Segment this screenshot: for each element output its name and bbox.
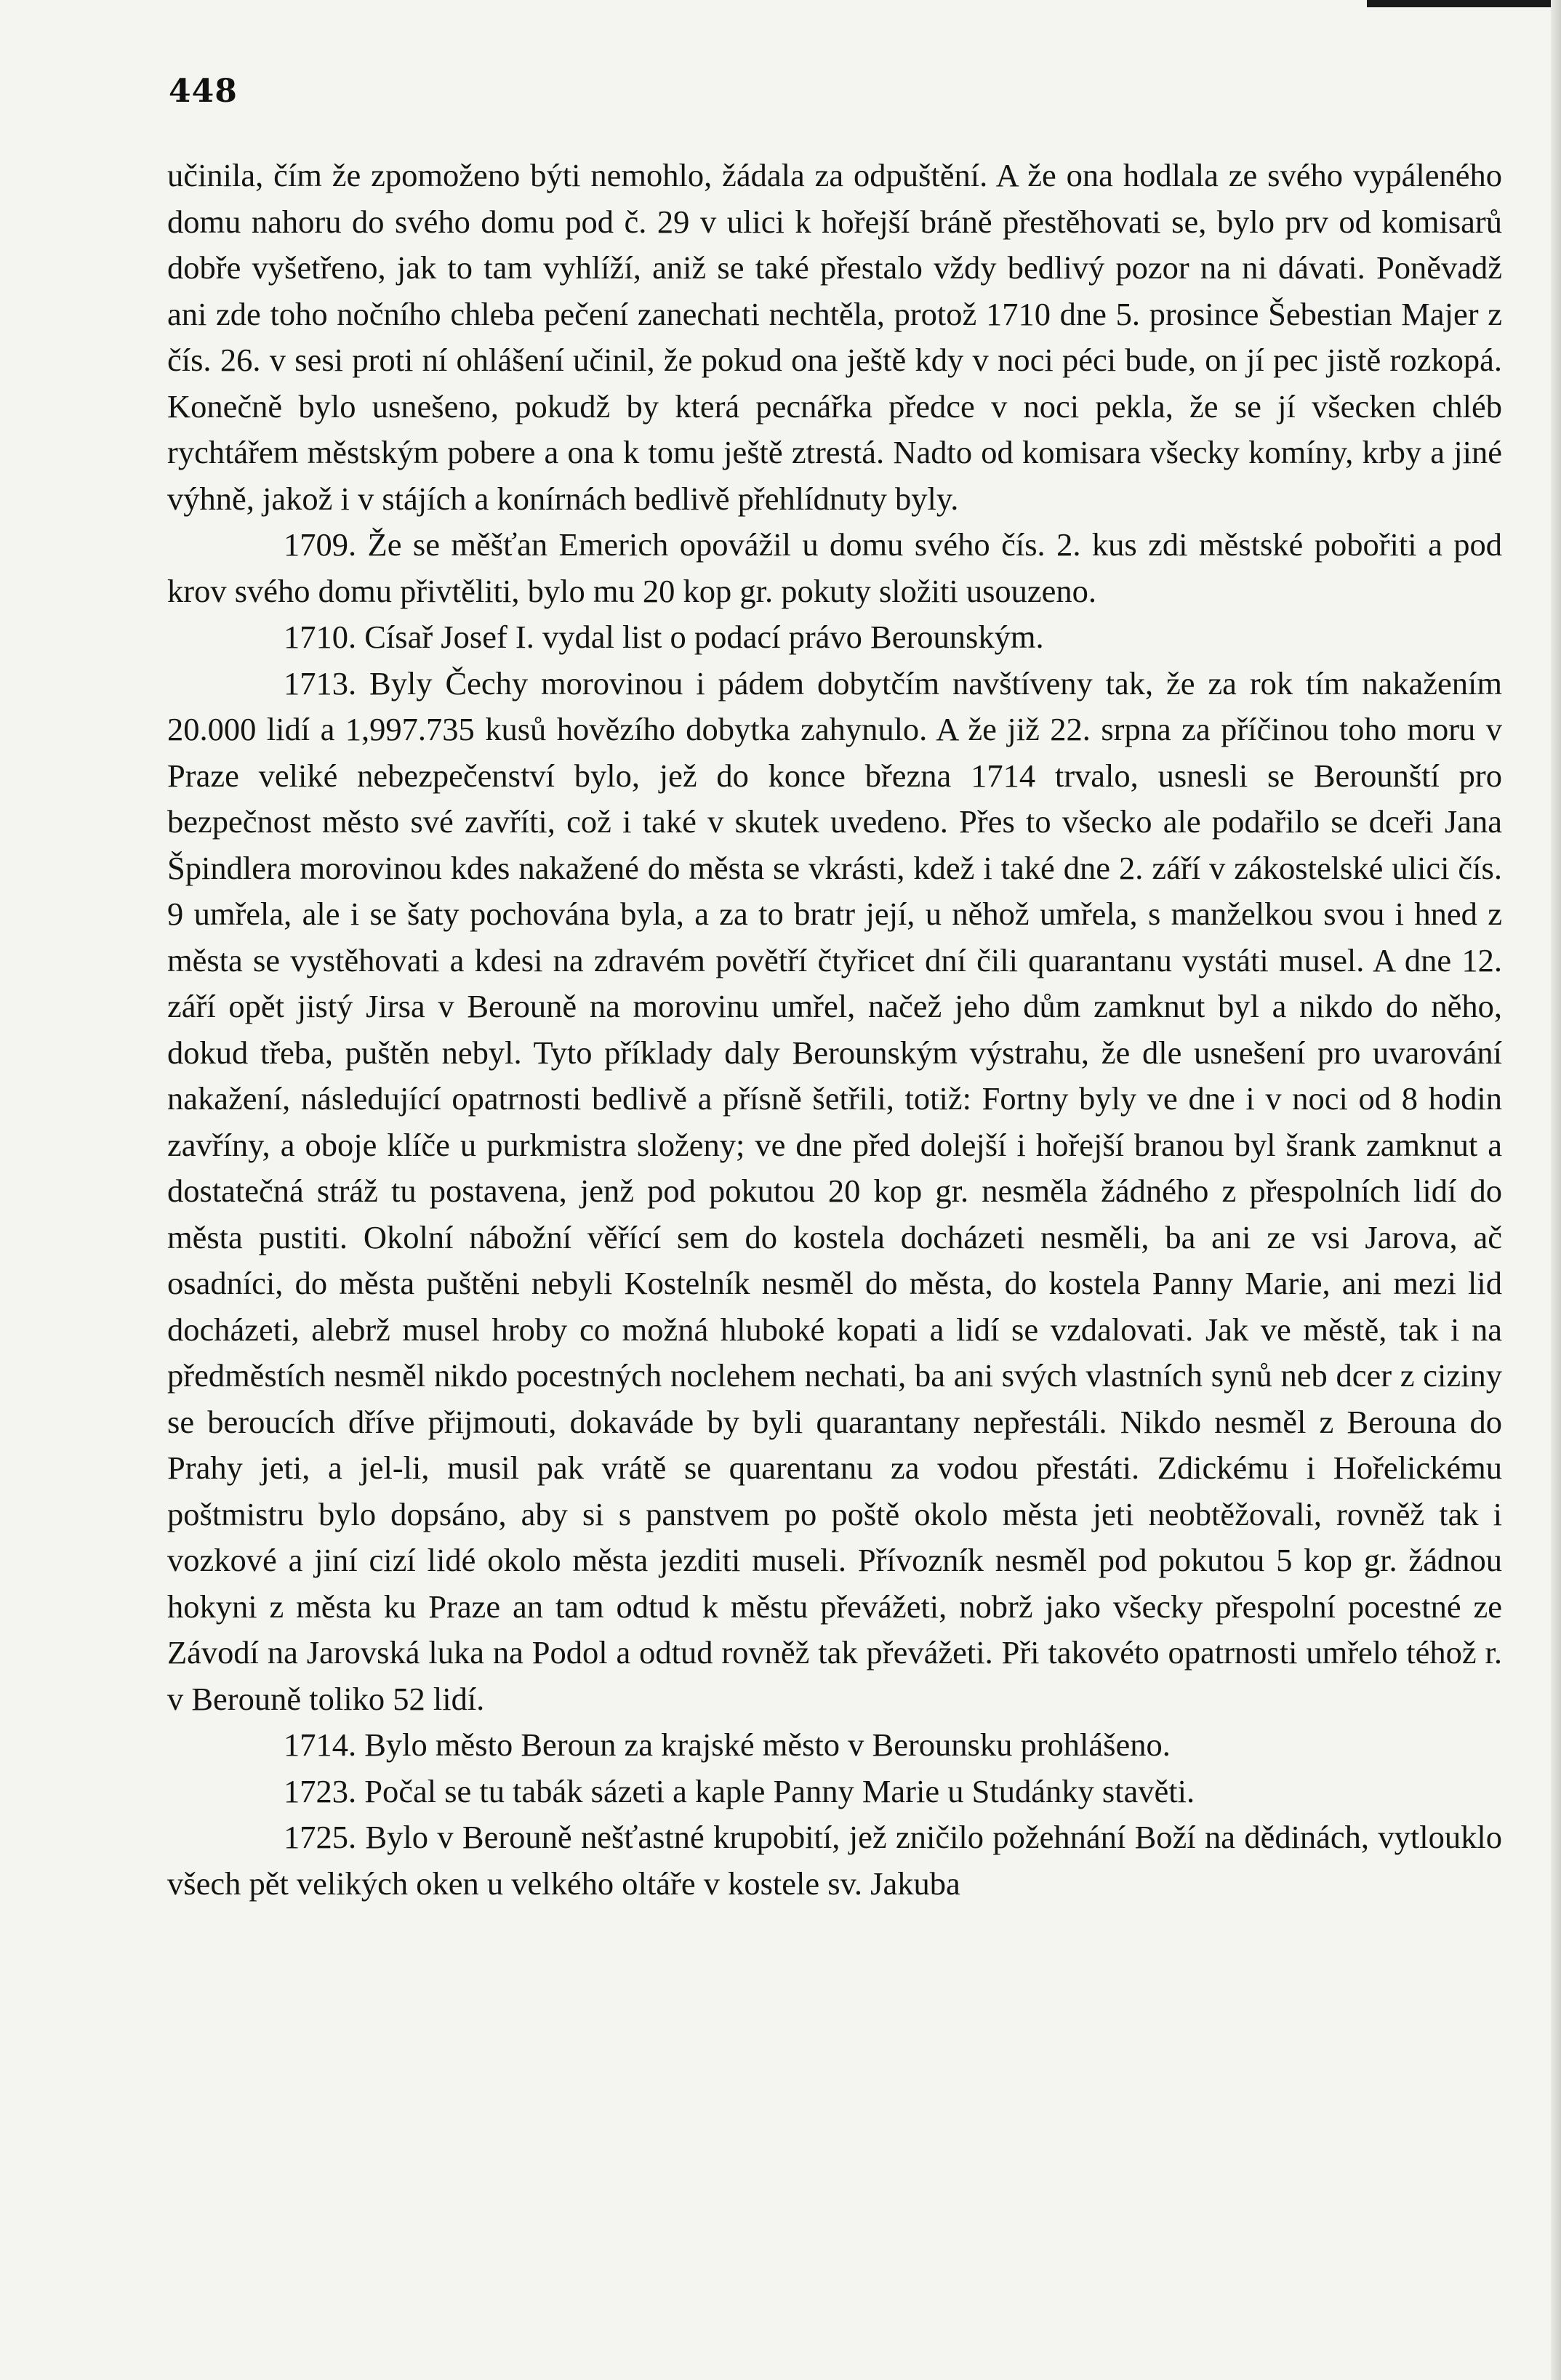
scan-border-right — [1551, 0, 1561, 2380]
scan-border-top — [1367, 0, 1561, 7]
body-text — [167, 153, 1502, 1907]
paragraph-1713: 1713. Byly Čechy morovinou i pádem dobytčím navštíveny tak, že za rok tím nakažením 20.000 lidí a 1,997.735 kusů hovězího dobytka zahynulo. A že již 22. srpna za příčinou toho moru v Praze veliké nebezpečenství bylo, jež do konce března 1714 trvalo, usnesli se Berounští pro bezpečnost město své zavříti, což i také v skutek uvedeno. Přes to všecko ale podařilo se dceři Jana Špindlera morovinou kdes nakažené do města se vkrásti, kdež i také dne 2. září v zákostelské ulici čís. 9 umřela, ale i se šaty pochována byla, a za to bratr její, u něhož umřela, s manželkou svou i hned z města se vystěhovati a kdesi na zdravém povětří čtyřicet dní čili quarantanu vystáti musel. A dne 12. září opět jistý Jirsa v Berouně na morovinu umřel, načež jeho dům zamknut byl a nikdo do něho, dokud třeba, puštěn nebyl. Tyto příklady daly Berounským výstrahu, že dle usnešení pro uvarování nakažení, následující opatrnosti bedlivě a přísně šetřili, totiž: Fortny byly ve dne i v noci od 8 hodin zavříny, a oboje klíče u purkmistra složeny; ve dne před dolejší i hořejší branou byl šrank zamknut a dostatečná stráž tu postavena, jenž pod pokutou 20 kop gr. nesměla žádného z přespolních lidí do města pustiti. Okolní nábožní věřící sem do kostela docházeti nesměli, ba ani ze vsi Jarova, ač osadníci, do města puštěni nebyli Kostelník nesměl do města, do kostela Panny Marie, ani mezi lid docházeti, alebrž musel hroby co možná hluboké kopati a lidí se vzdalovati. Jak ve městě, tak i na předměstích nesměl nikdo pocestných noclehem nechati, ba ani svých vlastních synů neb dcer z ciziny se beroucích dříve přijmouti, dokaváde by byli quarantany nepřestáli. Nikdo nesměl z Berouna do Prahy jeti, a jel-li, musil pak vrátě se quarentanu za vodou přestáti. Zdickému i Hořelickému poštmistru bylo dopsáno, aby si s panstvem po poště okolo města jeti neobtěžovali, rovněž tak i vozkové a jiní cizí lidé okolo města jezditi museli. Přívozník nesměl pod pokutou 5 kop gr. žádnou hokyni z města ku Praze an tam odtud k městu převážeti, nobrž jako všecky přespolní pocestné ze Závodí na Jarovská luka na Podol a odtud rovněž tak převážeti. Při takovéto opatrnosti umřelo téhož r. v Berouně toliko 52 lidí. — [167, 664, 1502, 1717]
paragraph-1710: 1710. Císař Josef I. vydal list o podací právo Berounským. — [284, 619, 1044, 655]
page-number: 448 — [169, 73, 238, 110]
paragraph-1725: 1725. Bylo v Berouně nešťastné krupobití, jež zničilo požehnání Boží na dědinách, vytlouklo všech pět velikých oken u velkého oltáře v kostele sv. Jakuba — [167, 1819, 1502, 1902]
paragraph-1714: 1714. Bylo město Beroun za krajské město v Berounsku prohlášeno. — [284, 1726, 1171, 1763]
paragraph-1723: 1723. Počal se tu tabák sázeti a kaple Panny Marie u Studánky stavěti. — [284, 1772, 1195, 1809]
paragraph-continuation: učinila, čím že zpomoženo býti nemohlo, žádala za odpuštění. A že ona hodlala ze svého vypáleného domu nahoru do svého domu pod č. 29 v ulici k hořejší bráně přestěhovati se, bylo prv od komisarů dobře vyšetřeno, jak to tam vyhlíží, aniž se také přestalo vždy bedlivý pozor na ni dávati. Poněvadž ani zde toho nočního chleba pečení zanechati nechtěla, protož 1710 dne 5. prosince Šebestian Majer z čís. 26. v sesi proti ní ohlášení učinil, že pokud ona ještě kdy v noci péci bude, on jí pec jistě rozkopá. Konečně bylo usnešeno, pokudž by která pecnářka předce v noci pekla, že se jí všecken chléb rychtářem městským pobere a ona k tomu ještě ztrestá. Nadto od komisara všecky komíny, krby a jiné výhně, jakož i v stájích a konírnách bedlivě přehlídnuty byly. — [167, 157, 1502, 517]
paragraph-1709: 1709. Že se měšťan Emerich opovážil u domu svého čís. 2. kus zdi městské pobořiti a pod krov svého domu přivtěliti, bylo mu 20 kop gr. pokuty složiti usouzeno. — [167, 526, 1502, 609]
